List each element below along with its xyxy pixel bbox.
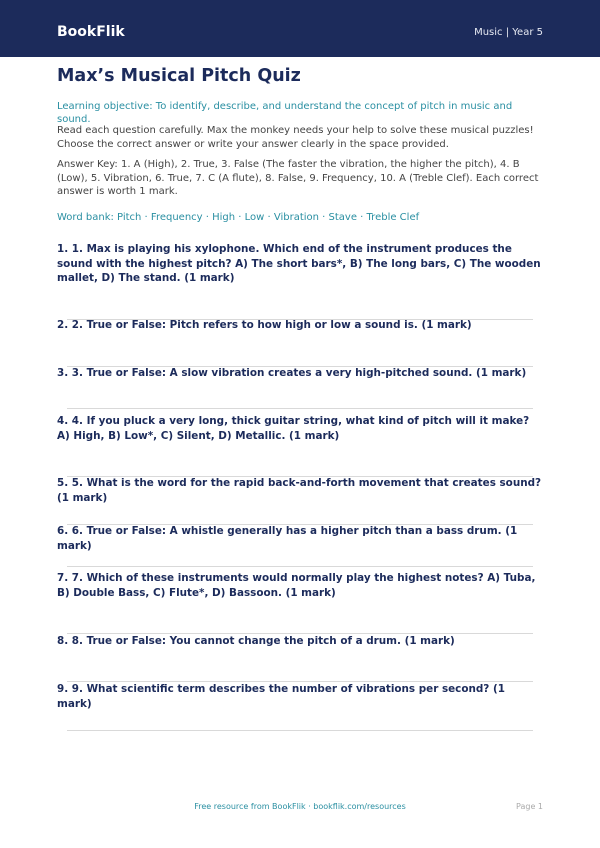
question-2: 2. 2. True or False: Pitch refers to how high or low a sound is. (1 mark) xyxy=(57,319,472,331)
question-6: 6. 6. True or False: A whistle generally has a higher pitch than a bass drum. (1 mark) xyxy=(57,525,518,552)
answer-line-6[interactable] xyxy=(67,566,533,567)
subject-year-label: Music | Year 5 xyxy=(474,27,543,38)
learning-objective: Learning objective: To identify, describe, and understand the concept of pitch in music and sound. xyxy=(57,101,513,125)
page-title: Max’s Musical Pitch Quiz xyxy=(57,66,301,86)
question-1: 1. 1. Max is playing his xylophone. Which end of the instrument produces the sound with the highest pitch? A) The short bars*, B) The long bars, C) The wooden mallet, D) The stand. (1 mark) xyxy=(57,243,541,284)
word-bank: Word bank: Pitch · Frequency · High · Low · Vibration · Stave · Treble Clef xyxy=(57,212,420,223)
instructions: Read each question carefully. Max the monkey needs your help to solve these musical puzzles! Choose the correct answer or write your answer clearly in the space provided. xyxy=(57,125,534,150)
answer-line-9[interactable] xyxy=(67,730,533,731)
answer-key: Answer Key: 1. A (High), 2. True, 3. False (The faster the vibration, the higher the pitch), 4. B (Low), 5. Vibration, 6. True, 7. C (A flute), 8. False, 9. Frequency, 10. A (Treble Clef). Each correct answer is worth 1 mark. xyxy=(57,159,539,197)
brand-logo-text: BookFlik xyxy=(57,24,125,40)
page-header xyxy=(0,0,600,57)
question-4: 4. 4. If you pluck a very long, thick guitar string, what kind of pitch will it make? A) High, B) Low*, C) Silent, D) Metallic. (1 mark) xyxy=(57,415,530,442)
question-3: 3. 3. True or False: A slow vibration creates a very high-pitched sound. (1 mark) xyxy=(57,367,527,379)
answer-line-3[interactable] xyxy=(67,408,533,409)
footer-credit: Free resource from BookFlik · bookflik.com/resources xyxy=(194,802,406,811)
question-7: 7. 7. Which of these instruments would normally play the highest notes? A) Tuba, B) Double Bass, C) Flute*, D) Bassoon. (1 mark) xyxy=(57,572,536,599)
question-8: 8. 8. True or False: You cannot change the pitch of a drum. (1 mark) xyxy=(57,635,455,647)
page-number: Page 1 xyxy=(516,802,543,811)
question-5: 5. 5. What is the word for the rapid back-and-forth movement that creates sound? (1 mark) xyxy=(57,477,542,504)
question-9: 9. 9. What scientific term describes the number of vibrations per second? (1 mark) xyxy=(57,683,505,710)
